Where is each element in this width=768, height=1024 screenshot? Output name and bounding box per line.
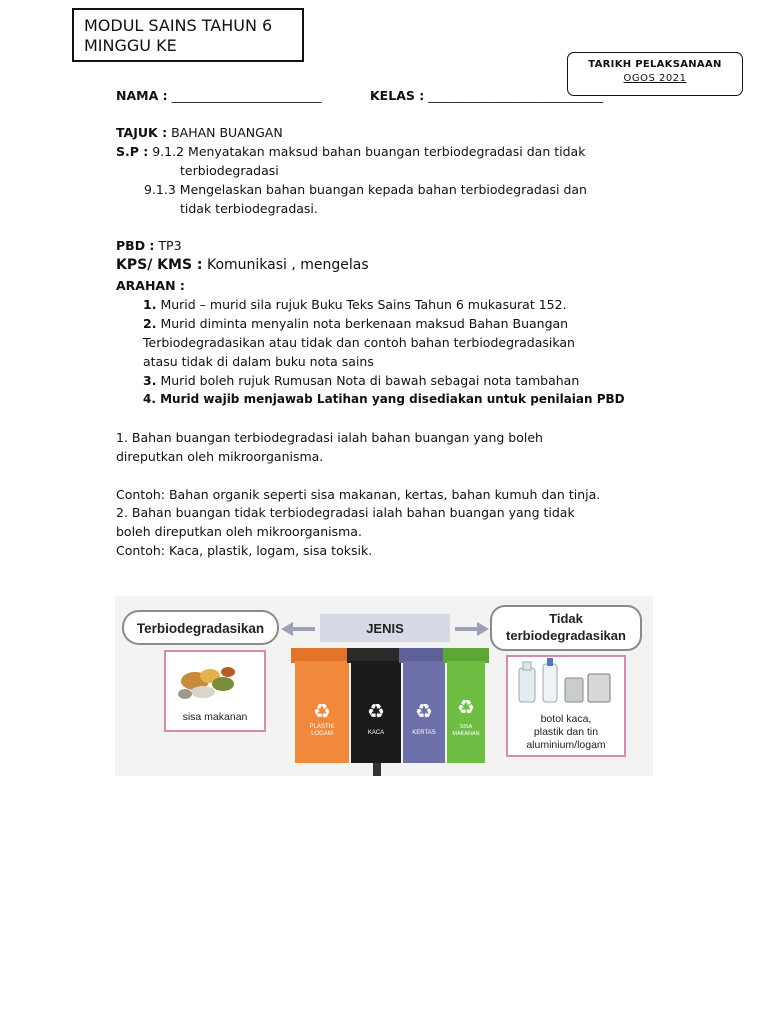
recycle-icon: ♻ (457, 695, 475, 719)
nama-row (116, 86, 322, 105)
recycle-icon: ♻ (367, 699, 385, 723)
arahan-item-2-line2: Terbiodegradasikan atau tidak dan contoh bahan terbiodegradasikan (143, 335, 575, 350)
sp-label: S.P : (116, 144, 149, 159)
pbd-label: PBD : (116, 238, 155, 253)
kps-label: KPS/ KMS : (116, 257, 203, 273)
module-week: MINGGU KE (84, 36, 177, 55)
right-pill-label-1: Tidak (549, 611, 583, 626)
bin-kaca (347, 648, 405, 763)
bin-plastik-logam (291, 648, 353, 763)
date-value: OGOS 2021 (623, 73, 687, 84)
arahan-num: 2. (143, 316, 157, 331)
right-caption-2: plastik dan tin (533, 726, 599, 738)
arahan-text: Murid – murid sila rujuk Buku Teks Sains Tahun 6 mukasurat 152. (160, 297, 567, 312)
arahan-item-2 (143, 314, 568, 333)
bin-sisa-makanan (443, 648, 489, 763)
arahan-num: 3. (143, 373, 157, 388)
arahan-label: ARAHAN : (116, 278, 185, 293)
tajuk-row (116, 123, 283, 142)
sp-item2-line1: 9.1.3 Mengelaskan bahan buangan kepada bahan terbiodegradasi dan (144, 182, 587, 197)
arahan-item-3 (143, 371, 579, 390)
contoh-1: Contoh: Bahan organik seperti sisa makanan, kertas, bahan kumuh dan tinja. (116, 487, 601, 502)
kps-row (116, 255, 369, 275)
pbd-value: TP3 (158, 238, 182, 253)
kps-value: Komunikasi , mengelas (206, 257, 369, 273)
recycle-icon: ♻ (313, 699, 331, 723)
arahan-text: Murid boleh rujuk Rumusan Nota di bawah sebagai nota tambahan (160, 373, 580, 388)
kelas-blank: ____________________________ (428, 88, 604, 103)
nama-label: NAMA : (116, 88, 168, 103)
date-label: TARIKH PELAKSANAAN (588, 59, 722, 70)
recycling-bins (291, 648, 489, 776)
arahan-item-2-line3: atasu tidak di dalam buku nota sains (143, 354, 374, 369)
bin-4-label-1: SISA (459, 724, 473, 730)
left-caption: sisa makanan (182, 711, 248, 723)
arahan-text: Murid diminta menyalin nota berkenaan maksud Bahan Buangan (160, 316, 569, 331)
sp-item1-line2: terbiodegradasi (180, 163, 279, 178)
arahan-num: 1. (143, 297, 157, 312)
note-2-line1: 2. Bahan buangan tidak terbiodegradasi ialah bahan buangan yang tidak (116, 505, 575, 520)
arahan-text: Murid wajib menjawab Latihan yang disediakan untuk penilaian PBD (160, 392, 625, 406)
waste-classification-figure (115, 596, 653, 776)
sp-row-1 (116, 142, 585, 161)
note-1-line1: 1. Bahan buangan terbiodegradasi ialah bahan buangan yang boleh (116, 430, 543, 445)
contoh-2: Contoh: Kaca, plastik, logam, sisa toksik. (116, 543, 373, 558)
note-1-line2: direputkan oleh mikroorganisma. (116, 449, 324, 464)
bin-4-label-2: MAKANAN (452, 731, 480, 737)
tajuk-value: BAHAN BUANGAN (171, 125, 283, 140)
bin-1-label-2: LOGAM (311, 731, 333, 737)
right-pill-label-2: terbiodegradasikan (506, 628, 626, 643)
left-pill-label: Terbiodegradasikan (136, 621, 265, 636)
right-caption-3: aluminium/logam (526, 739, 606, 751)
module-title: MODUL SAINS TAHUN 6 (84, 16, 273, 35)
pbd-row (116, 236, 182, 255)
sp-item2-line2: tidak terbiodegradasi. (180, 201, 318, 216)
bin-stand (373, 763, 381, 776)
tajuk-label: TAJUK : (116, 125, 168, 140)
right-caption-1: botol kaca, (540, 713, 592, 725)
arahan-num: 4. (143, 392, 156, 406)
kelas-row (370, 86, 603, 105)
arahan-item-4 (143, 390, 625, 409)
arahan-item-1 (143, 295, 567, 314)
bin-2-label: KACA (367, 730, 385, 736)
center-label: JENIS (366, 621, 404, 636)
kelas-label: KELAS : (370, 88, 425, 103)
note-2-line2: boleh direputkan oleh mikroorganisma. (116, 524, 362, 539)
bin-kertas (399, 648, 449, 763)
module-title-box (72, 8, 304, 62)
bin-1-label-1: PLASTIK (309, 724, 335, 730)
sp-item1-line1: 9.1.2 Menyatakan maksud bahan buangan terbiodegradasi dan tidak (152, 144, 586, 159)
recycle-icon: ♻ (415, 699, 433, 723)
bin-3-label: KERTAS (412, 730, 436, 736)
nama-blank: ________________________ (171, 88, 322, 103)
